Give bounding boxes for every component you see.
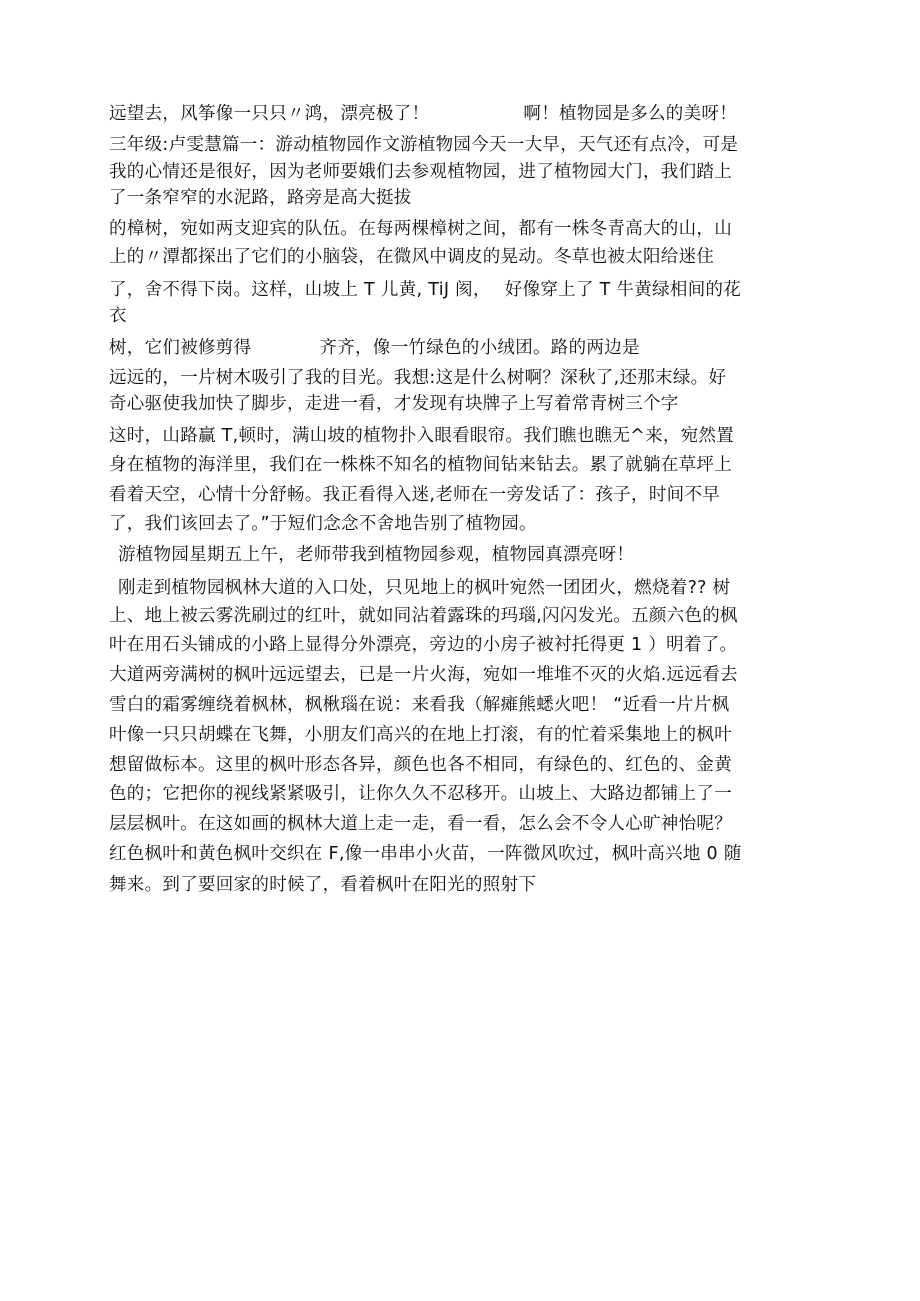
text-line: 上的〃潭都探出了它们的小脑袋，在微风中调皮的晃动。冬草也被太阳给迷住 <box>109 247 715 267</box>
text-line: 刚走到植物园枫林大道的入口处，只见地上的枫叶宛然一团团火，燃烧着?? 树 <box>118 578 731 598</box>
text-line <box>109 336 640 360</box>
text-line: 游植物园星期五上午，老师带我到植物园参观，植物园真漂亮呀！ <box>118 545 635 565</box>
text-line: 了，我们该回去了。”于短们念念不舍地告别了植物园。 <box>109 514 537 534</box>
text-line: 舞来。到了要回家的时候了，看着枫叶在阳光的照射下 <box>109 875 537 895</box>
text-segment: 好像穿上了 T 牛黄绿相间的花 <box>504 280 742 300</box>
text-line <box>109 102 737 126</box>
text-line: 奇心驱使我加快了脚步，走进一看，才发现有块牌子上写着常青树三个字 <box>109 394 679 414</box>
text-segment: 远望去，风筝像一只只〃鸿，漂亮极了！ <box>109 104 430 124</box>
text-line: 我的心情还是很好，因为老师要娥们去参观植物园，进了植物园大门，我们踏上 <box>109 162 732 182</box>
text-line: 了一条窄窄的水泥路，路旁是高大挺拔 <box>109 188 412 208</box>
text-line: 雪白的霜雾缠绕着枫林，枫楸瑙在说：来看我（解瘫熊蟋火吧！ “近看一片片枫 <box>109 695 730 715</box>
text-line: 大道两旁满树的枫叶远远望去，已是一片火海，宛如一堆堆不灭的火焰.远远看去 <box>109 665 738 685</box>
text-segment: 了，舍不得下岗。这样，山坡上 T 儿黄, TiJ 阂， <box>109 280 491 300</box>
text-line: 色的；它把你的视线紧紧吸引，让你久久不忍移开。山坡上、大路边都铺上了一 <box>109 784 732 804</box>
text-line: 这时，山路赢 T,顿时，满山坡的植物扑入眼看眼帘。我们瞧也瞧无^来，宛然置 <box>109 426 735 446</box>
text-line: 上、地上被云雾洗刷过的红叶，就如同沾着露珠的玛瑙,闪闪发光。五颜六色的枫 <box>109 606 738 626</box>
text-segment: 齐齐，像一竹绿色的小绒团。路的两边是 <box>319 338 640 358</box>
text-line: 衣 <box>109 306 127 326</box>
text-line: 想留做标本。这里的枫叶形态各异，颜色也各不相同，有绿色的、红色的、金黄 <box>109 755 732 775</box>
text-line: 身在植物的海洋里，我们在一株株不知名的植物间钻来钻去。累了就躺在草坪上 <box>109 455 732 475</box>
text-line: 叶在用石头铺成的小路上显得分外漂亮，旁边的小房子被衬托得更 1 ）明着了。 <box>109 635 738 655</box>
text-line <box>109 278 741 302</box>
text-line: 红色枫叶和黄色枫叶交织在 F,像一串串小火苗，一阵微风吹过，枫叶高兴地 0 随 <box>109 844 742 864</box>
text-line: 叶像一只只胡蝶在飞舞，小朋友们高兴的在地上打滚，有的忙着采集地上的枫叶 <box>109 725 732 745</box>
text-segment: 树，它们被修剪得 <box>109 338 252 358</box>
text-segment: 啊！植物园是多么的美呀！ <box>523 104 738 124</box>
text-line: 三年级:卢雯慧篇一：游动植物园作文游植物园今天一大早，天气还有点冷，可是 <box>109 135 739 155</box>
text-line: 看着天空，心情十分舒畅。我正看得入迷,老师在一旁发话了：孩子，时间不早 <box>109 485 721 505</box>
text-line: 远远的，一片树木吸引了我的目光。我想:这是什么树啊？深秋了,还那末绿。好 <box>109 368 727 388</box>
text-line: 层层枫叶。在这如画的枫林大道上走一走，看一看，怎么会不令人心旷神怡呢？ <box>109 814 732 834</box>
text-line: 的樟树，宛如两支迎宾的队伍。在每两棵樟树之间，都有一株冬青高大的山，山 <box>109 219 732 239</box>
